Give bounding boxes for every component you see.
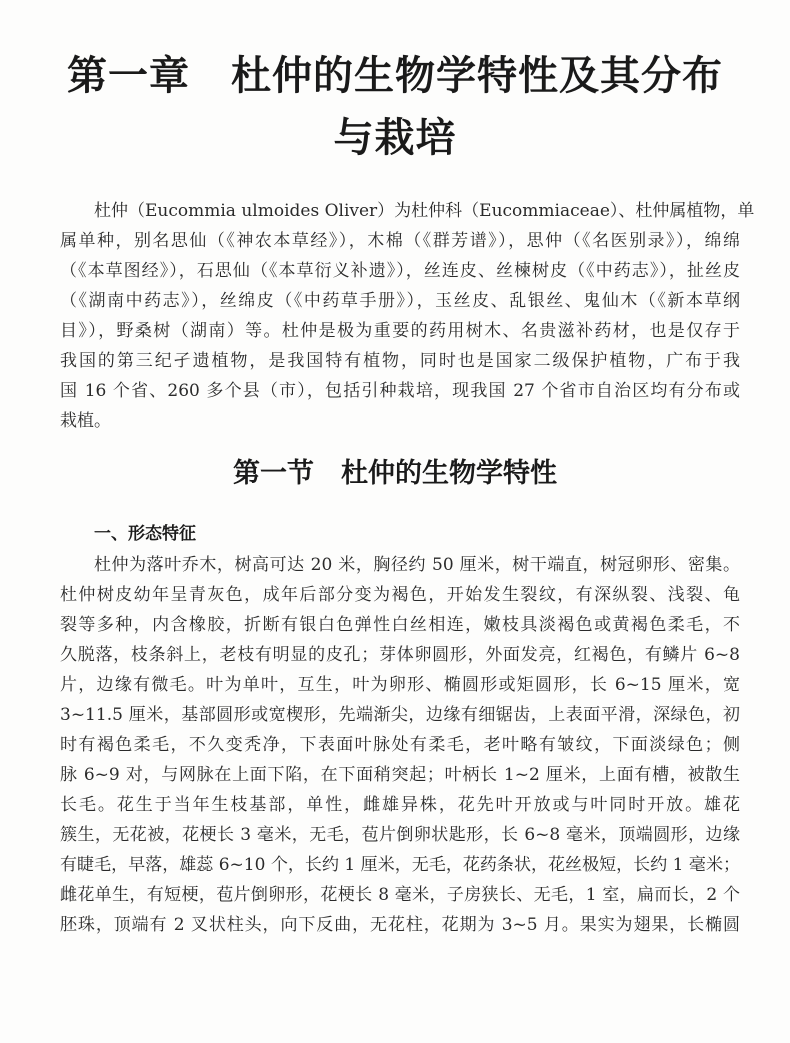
- intro-paragraph: [60, 196, 755, 436]
- morphology-line: 雌花单生，有短梗，苞片倒卵形，花梗长 8 毫米，子房狭长、无毛，1 室，扁而长，2 个: [60, 885, 740, 905]
- morphology-line: 杜仲树皮幼年呈青灰色，成年后部分变为褐色，开始发生裂纹，有深纵裂、浅裂、龟: [60, 585, 740, 605]
- intro-line: 我国的第三纪孑遗植物，是我国特有植物，同时也是国家二级保护植物，广布于我: [60, 351, 740, 371]
- intro-line: 目》），野桑树（湖南）等。杜仲是极为重要的药用树木、名贵滋补药材，也是仅存于: [60, 321, 740, 341]
- morphology-line: 杜仲为落叶乔木，树高可达 20 米，胸径约 50 厘米，树干端直，树冠卵形、密集。: [94, 555, 740, 575]
- intro-line: （《湖南中药志》），丝绵皮（《中药草手册》），玉丝皮、乱银丝、鬼仙木（《新本草纲: [60, 291, 740, 311]
- morphology-paragraph: [60, 550, 740, 940]
- morphology-line: 脉 6~9 对，与网脉在上面下陷，在下面稍突起；叶柄长 1~2 厘米，上面有槽，被散生: [60, 765, 740, 785]
- morphology-line: 片，边缘有微毛。叶为单叶，互生，叶为卵形、椭圆形或矩圆形，长 6~15 厘米，宽: [60, 675, 740, 695]
- morphology-line: 长毛。花生于当年生枝基部，单性，雌雄异株，花先叶开放或与叶同时开放。雄花: [60, 795, 740, 815]
- intro-line: 栽植。: [60, 411, 111, 431]
- morphology-line: 胚珠，顶端有 2 叉状柱头，向下反曲，无花柱，花期为 3~5 月。果实为翅果，长椭圆: [60, 915, 740, 935]
- intro-line: 杜仲（Eucommia ulmoides Oliver）为杜仲科（Eucommiaceae）、杜仲属植物，单: [94, 201, 755, 221]
- intro-line: 国 16 个省、260 多个县（市），包括引种栽培，现我国 27 个省市自治区均有分布或: [60, 381, 740, 401]
- section-title: 第一节 杜仲的生物学特性: [233, 458, 557, 489]
- morphology-line: 裂等多种，内含橡胶，折断有银白色弹性白丝相连，嫩枝具淡褐色或黄褐色柔毛，不: [60, 615, 740, 635]
- morphology-line: 簇生，无花被，花梗长 3 毫米，无毛，苞片倒卵状匙形，长 6~8 毫米，顶端圆形，边缘: [60, 825, 740, 845]
- morphology-line: 久脱落，枝条斜上，老枝有明显的皮孔；芽体卵圆形，外面发亮，红褐色，有鳞片 6~8: [60, 645, 740, 665]
- intro-line: 属单种，别名思仙（《神农本草经》），木棉（《群芳谱》），思仲（《名医别录》），绵绵: [60, 231, 740, 251]
- chapter-title-line-1: 第一章 杜仲的生物学特性及其分布: [67, 53, 723, 99]
- morphology-line: 3~11.5 厘米，基部圆形或宽楔形，先端渐尖，边缘有细锯齿，上表面平滑，深绿色，初: [60, 705, 740, 725]
- chapter-title-line-2: 与栽培: [333, 115, 457, 161]
- subsection-heading: 一、形态特征: [94, 524, 196, 544]
- morphology-line: 时有褐色柔毛，不久变秃净，下表面叶脉处有柔毛，老叶略有皱纹，下面淡绿色；侧: [60, 735, 740, 755]
- intro-line: （《本草图经》），石思仙（《本草衍义补遗》），丝连皮、丝楝树皮（《中药志》），扯丝皮: [60, 261, 740, 281]
- morphology-line: 有睫毛，早落，雄蕊 6~10 个，长约 1 厘米，无毛，花药条状，花丝极短，长约 1 毫米；: [60, 855, 740, 875]
